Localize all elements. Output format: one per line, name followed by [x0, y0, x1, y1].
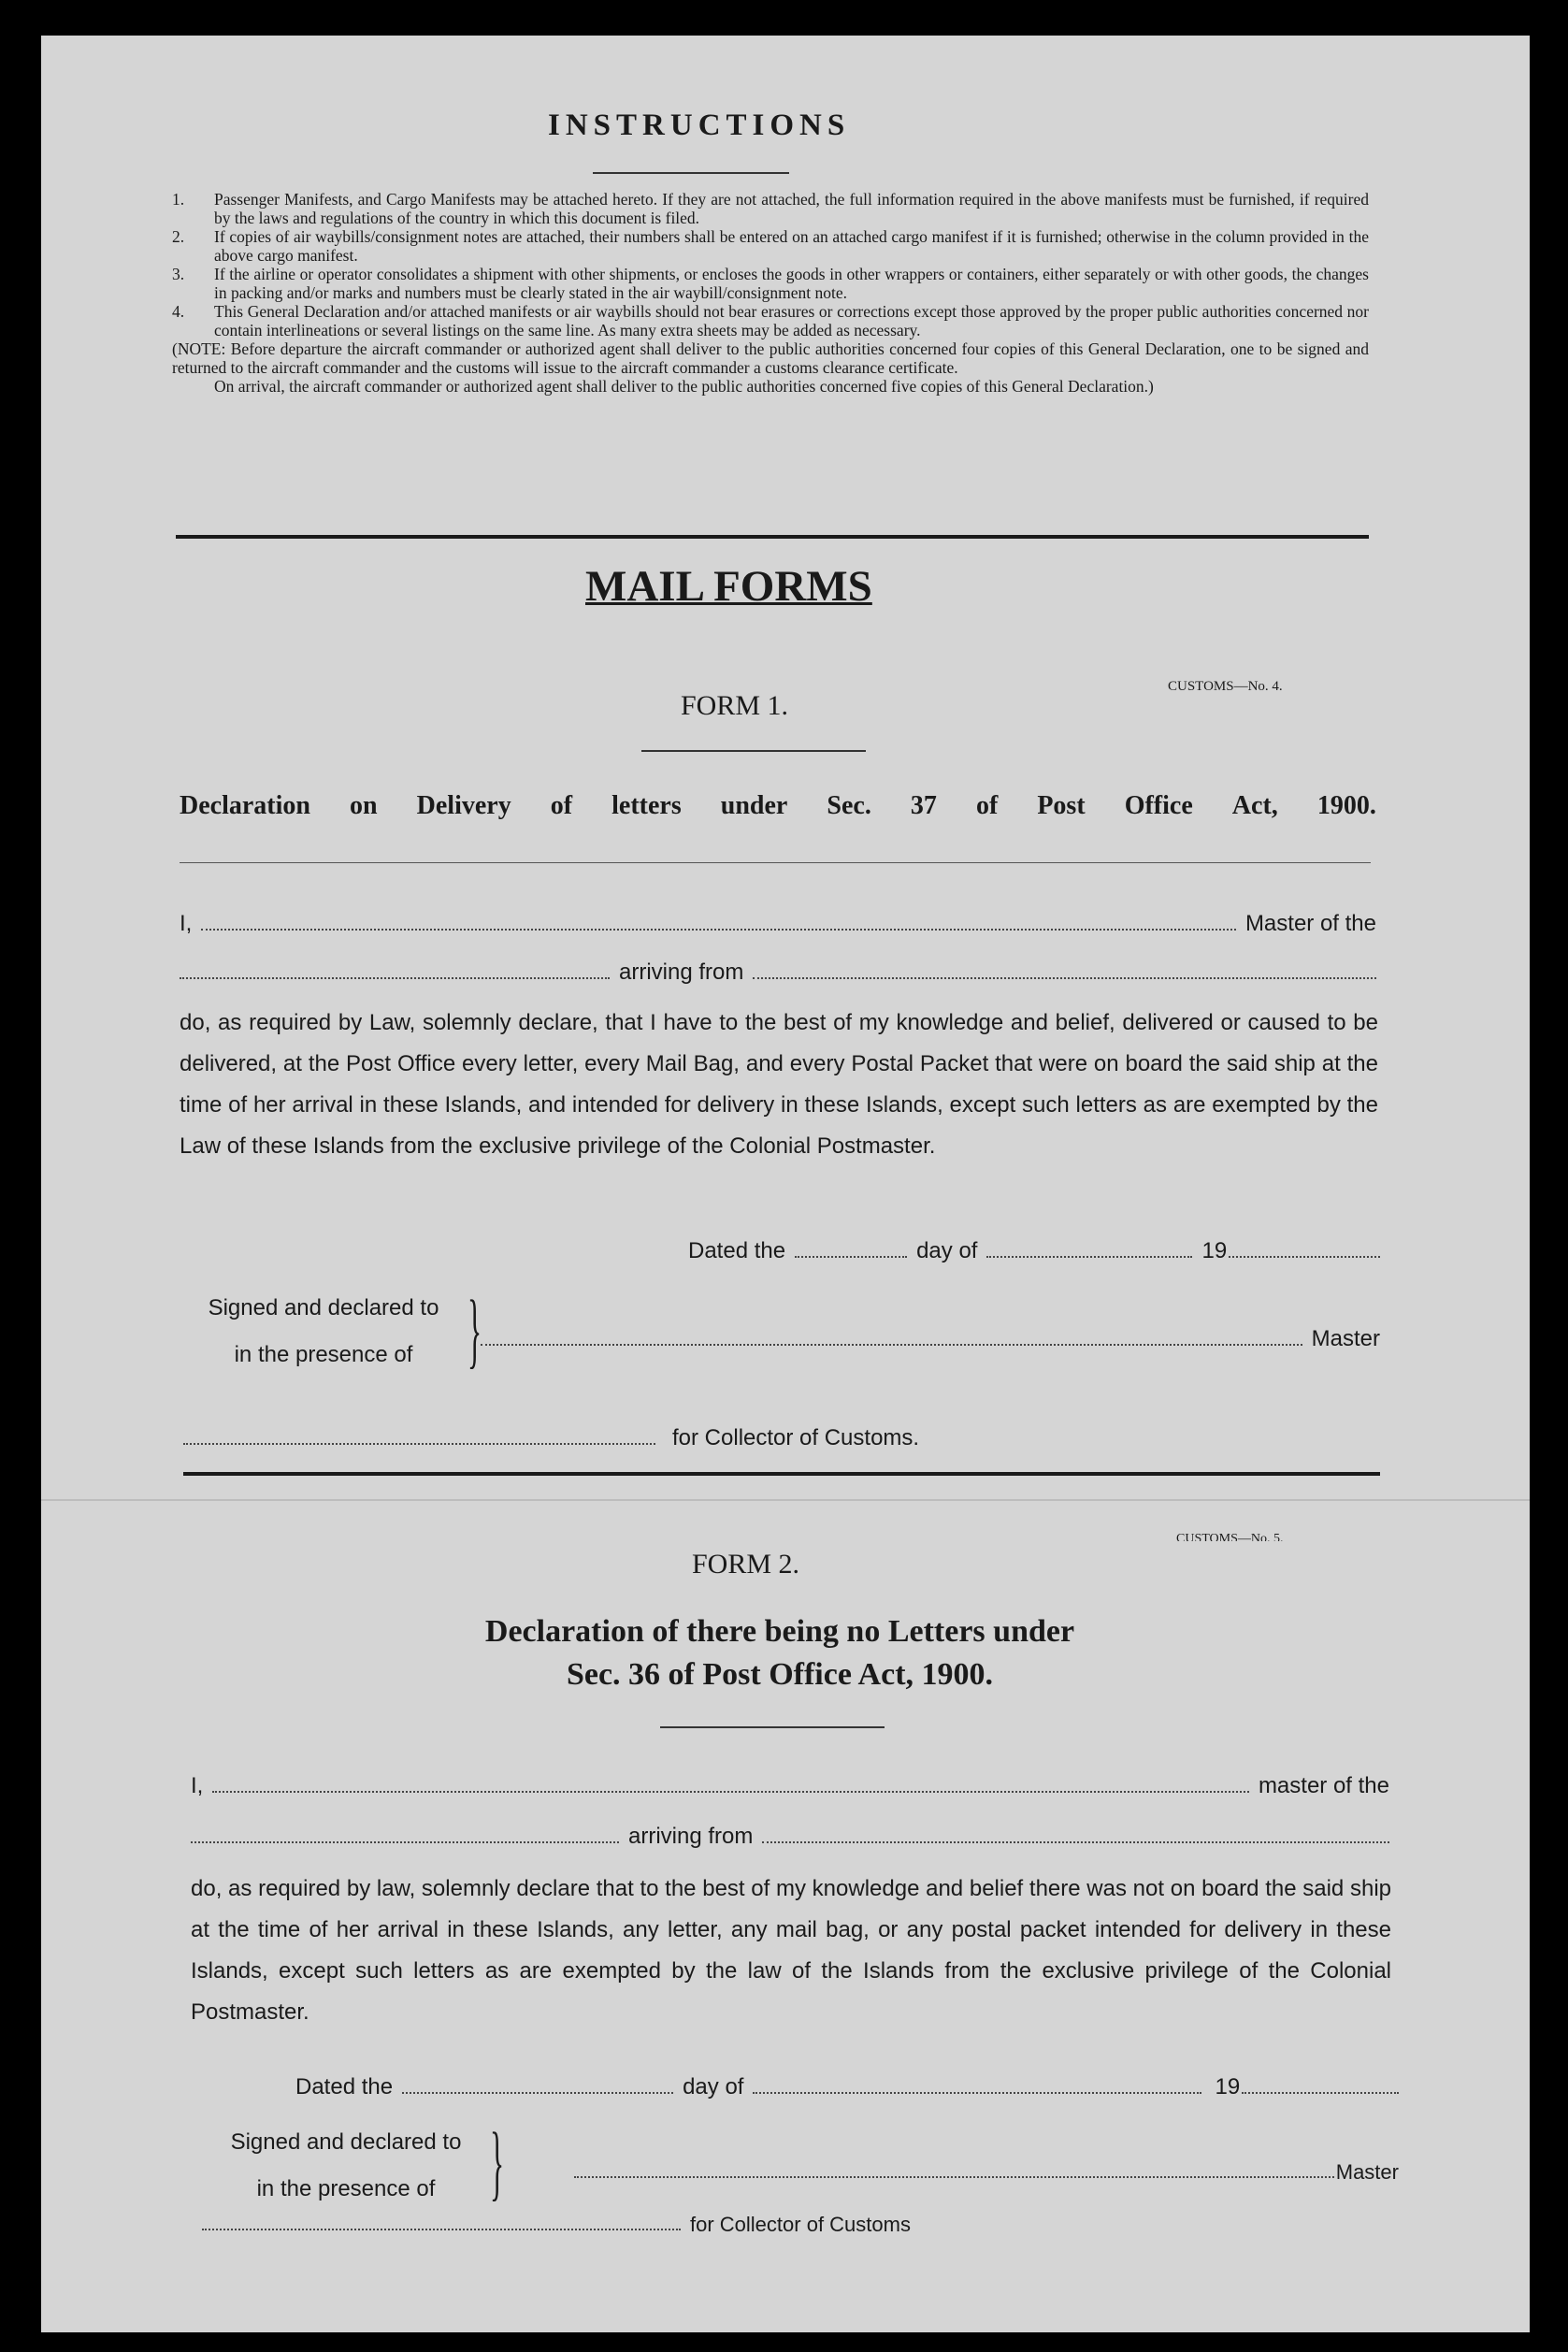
form2-heading-line: Sec. 36 of Post Office Act, 1900.	[566, 1657, 994, 1692]
month-field[interactable]	[753, 2092, 1201, 2094]
day-field[interactable]	[795, 1256, 907, 1258]
heading-word: Delivery	[416, 791, 511, 820]
master-signature-field[interactable]	[481, 1344, 1302, 1346]
instruction-number: 1.	[172, 190, 185, 209]
document-page	[41, 36, 1530, 2332]
form2-dated-line	[295, 2074, 1399, 2100]
brace: }	[468, 1284, 482, 1377]
heading-word: 1900.	[1316, 791, 1376, 820]
instructions-title: INSTRUCTIONS	[548, 108, 851, 142]
form-divider	[183, 1472, 1380, 1476]
heading-word: of	[975, 791, 999, 820]
form1-dated-line	[688, 1238, 1380, 1264]
instruction-item	[172, 302, 1369, 339]
master-name-field[interactable]	[212, 1791, 1249, 1793]
heading-word: Declaration	[180, 791, 310, 820]
arriving-from-field[interactable]	[762, 1841, 1389, 1843]
form1-customs-number: CUSTOMS—No. 4.	[1168, 679, 1283, 694]
year-prefix: 19	[1215, 2074, 1241, 2099]
heading-word: Office	[1124, 791, 1193, 820]
i-label: I,	[191, 1773, 204, 1798]
dated-the-label: Dated the	[688, 1238, 786, 1263]
arriving-from-field[interactable]	[753, 977, 1376, 979]
day-of-label: day of	[683, 2074, 744, 2099]
year-field[interactable]	[1242, 2092, 1399, 2094]
master-label: Master	[1335, 2160, 1399, 2184]
year-prefix: 19	[1201, 1238, 1228, 1263]
arriving-from-label: arriving from	[619, 960, 744, 985]
form2-heading-line: Declaration of there being no Letters under	[484, 1614, 1075, 1649]
year-field[interactable]	[1229, 1256, 1380, 1258]
instruction-text: This General Declaration and/or attached manifests or air waybills should not bear erasures or corrections except those approved by the proper public authorities concerned nor contain interlineations or several listings on the same line. As many extra sheets may be added as necessary.	[214, 302, 1369, 339]
in-presence-label: in the presence of	[234, 1342, 413, 1367]
arriving-from-label: arriving from	[628, 1824, 754, 1849]
form1-master-signature-line	[481, 1326, 1380, 1352]
master-name-field[interactable]	[201, 929, 1236, 931]
form2-declaration-heading	[359, 1610, 1201, 1696]
section-divider	[176, 535, 1369, 539]
form1-body: do, as required by Law, solemnly declare, that I have to the best of my knowledge and belief, delivered or caused to be delivered, at the Post Office every letter, every Mail Bag, and every Postal Packet that were on board the said ship at the time of her arrival in these Islands, and intended for delivery in these Islands, except such letters as are exempted by the Law of these Islands from the exclusive privilege of the Colonial Postmaster.	[180, 1010, 1378, 1159]
dated-the-label: Dated the	[295, 2074, 394, 2099]
month-field[interactable]	[986, 1256, 1192, 1258]
instruction-note: (NOTE: Before departure the aircraft commander or authorized agent shall deliver to the public authorities concerned four copies of this General Declaration, one to be signed and returned to the aircraft commander and the customs will issue to the aircraft commander a customs clearance certificate.	[172, 339, 1369, 377]
form2-master-line	[191, 1773, 1389, 1799]
heading-word: Post	[1037, 791, 1086, 820]
in-presence-label: in the presence of	[256, 2176, 436, 2201]
form2-master-signature-line	[574, 2160, 1399, 2185]
form1-signed-block	[183, 1285, 464, 1378]
instruction-number: 2.	[172, 227, 185, 246]
day-field[interactable]	[402, 2092, 673, 2094]
master-of-the-label: master of the	[1258, 1773, 1389, 1798]
collector-label: for Collector of Customs	[690, 2213, 911, 2236]
master-of-the-label: Master of the	[1244, 911, 1376, 936]
form1-collector-line	[183, 1425, 1025, 1451]
form2-signed-block	[206, 2119, 486, 2213]
instruction-number: 4.	[172, 302, 185, 321]
form1-master-line	[180, 911, 1376, 937]
ship-name-field[interactable]	[191, 1841, 619, 1843]
instruction-number: 3.	[172, 265, 185, 283]
form1-title: FORM 1.	[681, 690, 789, 721]
instruction-item	[172, 190, 1369, 227]
form1-title-rule	[641, 750, 866, 752]
form2-body: do, as required by law, solemnly declare that to the best of my knowledge and belief there was not on board the said ship at the time of her arrival in these Islands, any letter, any mail bag, or any postal packet intended for delivery in these Islands, except such letters as are exempted by the law of the Islands from the exclusive privilege of the Colonial Postmaster.	[191, 1876, 1391, 2025]
collector-label: for Collector of Customs.	[672, 1425, 920, 1450]
heading-word: 37	[910, 791, 937, 820]
mail-forms-title: MAIL FORMS	[585, 562, 872, 611]
ship-name-field[interactable]	[180, 977, 610, 979]
instruction-item	[172, 227, 1369, 265]
signed-declared-label: Signed and declared to	[208, 1295, 439, 1320]
heading-word: letters	[611, 791, 682, 820]
signed-declared-label: Signed and declared to	[230, 2129, 462, 2155]
form2-arriving-line	[191, 1824, 1389, 1850]
heading-word: Act,	[1231, 791, 1278, 820]
form1-arriving-line	[180, 960, 1376, 986]
heading-word: on	[350, 791, 378, 820]
form2-customs-number: CUSTOMS—No. 5.	[1176, 1532, 1284, 1541]
heading-word: Sec.	[827, 791, 871, 820]
instruction-text: If copies of air waybills/consignment notes are attached, their numbers shall be entered on an attached cargo manifest if it is furnished; otherwise in the column provided in the above cargo manifest.	[214, 227, 1369, 265]
heading-word: of	[550, 791, 573, 820]
heading-word: under	[720, 791, 788, 820]
instruction-note-2: On arrival, the aircraft commander or authorized agent shall deliver to the public authorities concerned five copies of this General Declaration.)	[214, 377, 1154, 396]
master-signature-field[interactable]	[574, 2176, 1334, 2178]
form1-heading-rule	[180, 862, 1371, 863]
brace: }	[490, 2116, 505, 2209]
form2-title: FORM 2.	[692, 1549, 800, 1580]
form2-title-rule	[660, 1726, 885, 1728]
master-label: Master	[1311, 1326, 1380, 1351]
paper-fold	[41, 1499, 1530, 1501]
instructions-title-rule	[593, 172, 789, 174]
instruction-text: If the airline or operator consolidates a shipment with other shipments, or encloses the goods in other wrappers or containers, either separately or with other goods, the changes in packing and/or marks and numbers must be clearly stated in the air waybill/consignment note.	[214, 265, 1369, 302]
collector-signature-field[interactable]	[202, 2229, 681, 2230]
form2-collector-line	[202, 2213, 1043, 2237]
instruction-item	[172, 265, 1369, 302]
instruction-text: Passenger Manifests, and Cargo Manifests may be attached hereto. If they are not attached, the full information required in the above manifests must be furnished, if required by the laws and regulations of the country in which this document is filed.	[214, 190, 1369, 227]
form1-declaration-heading	[180, 791, 1376, 821]
collector-signature-field[interactable]	[183, 1443, 655, 1445]
instructions-list	[172, 190, 1369, 396]
day-of-label: day of	[916, 1238, 978, 1263]
i-label: I,	[180, 911, 193, 936]
